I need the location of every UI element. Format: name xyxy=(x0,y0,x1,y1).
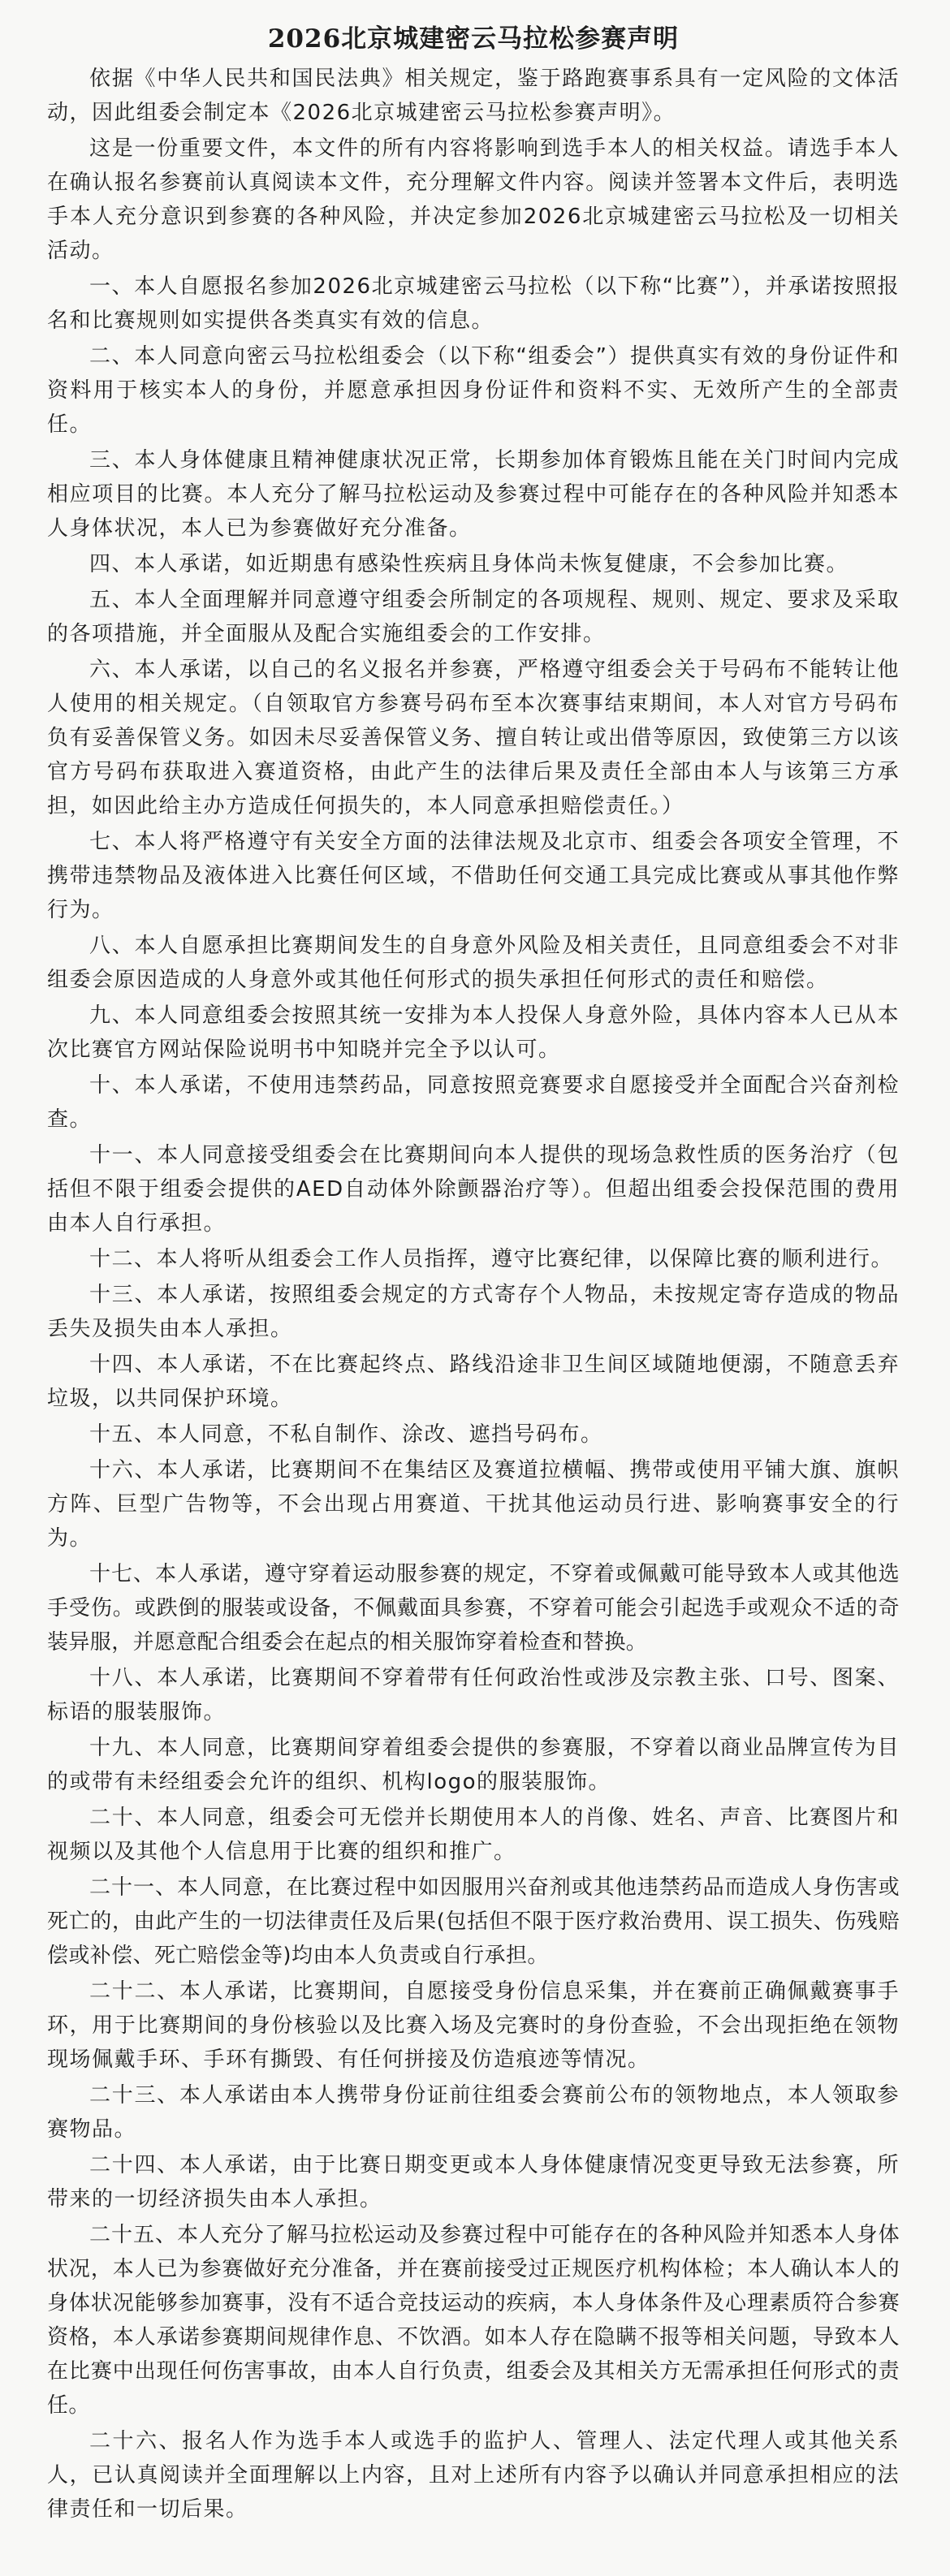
clause-26: 二十六、报名人作为选手本人或选手的监护人、管理人、法定代理人或其他关系人，已认真阅读并全面理解以上内容，且对上述所有内容予以确认并同意承担相应的法律责任和一切后果。 xyxy=(47,2429,900,2522)
clause-12: 十二、本人将听从组委会工作人员指挥，遵守比赛纪律，以保障比赛的顺利进行。 xyxy=(89,1247,894,1271)
clause-5: 五、本人全面理解并同意遵守组委会所制定的各项规程、规则、规定、要求及采取的各项措施，并全面服从及配合实施组委会的工作安排。 xyxy=(47,588,900,646)
clause-18: 十八、本人承诺，比赛期间不穿着带有任何政治性或涉及宗教主张、口号、图案、标语的服装服饰。 xyxy=(47,1666,900,1724)
clause-20: 二十、本人同意，组委会可无偿并长期使用本人的肖像、姓名、声音、比赛图片和视频以及其他个人信息用于比赛的组织和推广。 xyxy=(47,1806,900,1864)
clause-6: 六、本人承诺，以自己的名义报名并参赛，严格遵守组委会关于号码布不能转让他人使用的相关规定。（自领取官方参赛号码布至本次赛事结束期间，本人对官方号码布负有妥善保管义务。如因未尽妥善保管义务、擅自转让或出借等原因，致使第三方以该官方号码布获取进入赛道资格，由此产生的法律后果及责任全部由本人与该第三方承担，如因此给主办方造成任何损失的，本人同意承担赔偿责任。） xyxy=(47,658,900,818)
clause-23: 二十三、本人承诺由本人携带身份证前往组委会赛前公布的领物地点，本人领取参赛物品。 xyxy=(47,2083,900,2142)
clause-8: 八、本人自愿承担比赛期间发生的自身意外风险及相关责任，且同意组委会不对非组委会原因造成的人身意外或其他任何形式的损失承担任何形式的责任和赔偿。 xyxy=(47,934,900,992)
clause-19: 十九、本人同意，比赛期间穿着组委会提供的参赛服，不穿着以商业品牌宣传为目的或带有未经组委会允许的组织、机构logo的服装服饰。 xyxy=(47,1736,900,1794)
clause-22: 二十二、本人承诺，比赛期间，自愿接受身份信息采集，并在赛前正确佩戴赛事手环，用于比赛期间的身份核验以及比赛入场及完赛时的身份查验，不会出现拒绝在领物现场佩戴手环、手环有撕毁、有任何拼接及仿造痕迹等情况。 xyxy=(47,1979,900,2072)
clause-11: 十一、本人同意接受组委会在比赛期间向本人提供的现场急救性质的医务治疗（包括但不限于组委会提供的AED自动体外除颤器治疗等）。但超出组委会投保范围的费用由本人自行承担。 xyxy=(47,1143,900,1236)
clause-9: 九、本人同意组委会按照其统一安排为本人投保人身意外险，具体内容本人已从本次比赛官方网站保险说明书中知晓并完全予以认可。 xyxy=(47,1003,900,1062)
clause-4: 四、本人承诺，如近期患有感染性疾病且身体尚未恢复健康，不会参加比赛。 xyxy=(89,552,849,576)
clause-16: 十六、本人承诺，比赛期间不在集结区及赛道拉横幅、携带或使用平铺大旗、旗帜方阵、巨型广告物等，不会出现占用赛道、干扰其他运动员行进、影响赛事安全的行为。 xyxy=(47,1458,900,1551)
clause-14: 十四、本人承诺，不在比赛起终点、路线沿途非卫生间区域随地便溺，不随意丢弃垃圾，以共同保护环境。 xyxy=(47,1353,900,1411)
clause-21: 二十一、本人同意，在比赛过程中如因服用兴奋剂或其他违禁药品而造成人身伤害或死亡的，由此产生的一切法律责任及后果(包括但不限于医疗救治费用、误工损失、伤残赔偿或补偿、死亡赔偿金等)均由本人负责或自行承担。 xyxy=(47,1875,900,1968)
clause-7: 七、本人将严格遵守有关安全方面的法律法规及北京市、组委会各项安全管理，不携带违禁物品及液体进入比赛任何区域，不借助任何交通工具完成比赛或从事其他作弊行为。 xyxy=(47,830,900,922)
clause-24: 二十四、本人承诺，由于比赛日期变更或本人身体健康情况变更导致无法参赛，所带来的一切经济损失由本人承担。 xyxy=(47,2153,900,2211)
importance-paragraph: 这是一份重要文件，本文件的所有内容将影响到选手本人的相关权益。请选手本人在确认报名参赛前认真阅读本文件，充分理解文件内容。阅读并签署本文件后，表明选手本人充分意识到参赛的各种风险，并决定参加2026北京城建密云马拉松及一切相关活动。 xyxy=(47,136,900,263)
clause-1: 一、本人自愿报名参加2026北京城建密云马拉松（以下称“比赛”），并承诺按照报名和比赛规则如实提供各类真实有效的信息。 xyxy=(47,274,900,333)
clause-2: 二、本人同意向密云马拉松组委会（以下称“组委会”）提供真实有效的身份证件和资料用于核实本人的身份，并愿意承担因身份证件和资料不实、无效所产生的全部责任。 xyxy=(47,344,900,437)
clause-3: 三、本人身体健康且精神健康状况正常，长期参加体育锻炼且能在关门时间内完成相应项目的比赛。本人充分了解马拉松运动及参赛过程中可能存在的各种风险并知悉本人身体状况，本人已为参赛做好充分准备。 xyxy=(47,448,900,541)
clause-17: 十七、本人承诺，遵守穿着运动服参赛的规定，不穿着或佩戴可能导致本人或其他选手受伤。或跌倒的服装或设备，不佩戴面具参赛，不穿着可能会引起选手或观众不适的奇装异服，并愿意配合组委会在起点的相关服饰穿着检查和替换。 xyxy=(47,1562,900,1655)
clause-13: 十三、本人承诺，按照组委会规定的方式寄存个人物品，未按规定寄存造成的物品丢失及损失由本人承担。 xyxy=(47,1283,900,1341)
document-title: 2026北京城建密云马拉松参赛声明 xyxy=(267,24,680,54)
clause-25: 二十五、本人充分了解马拉松运动及参赛过程中可能存在的各种风险并知悉本人身体状况，本人已为参赛做好充分准备，并在赛前接受过正规医疗机构体检；本人确认本人的身体状况能够参加赛事，没有不适合竞技运动的疾病，本人身体条件及心理素质符合参赛资格，本人承诺参赛期间规律作息、不饮酒。如本人存在隐瞒不报等相关问题，导致本人在比赛中出现任何伤害事故，由本人自行负责，组委会及其相关方无需承担任何形式的责任。 xyxy=(47,2223,900,2418)
clause-15: 十五、本人同意，不私自制作、涂改、遮挡号码布。 xyxy=(89,1422,603,1447)
intro-paragraph: 依据《中华人民共和国民法典》相关规定，鉴于路跑赛事系具有一定风险的文体活动，因此组委会制定本《2026北京城建密云马拉松参赛声明》。 xyxy=(47,67,900,125)
clause-10: 十、本人承诺，不使用违禁药品，同意按照竞赛要求自愿接受并全面配合兴奋剂检查。 xyxy=(47,1073,900,1132)
